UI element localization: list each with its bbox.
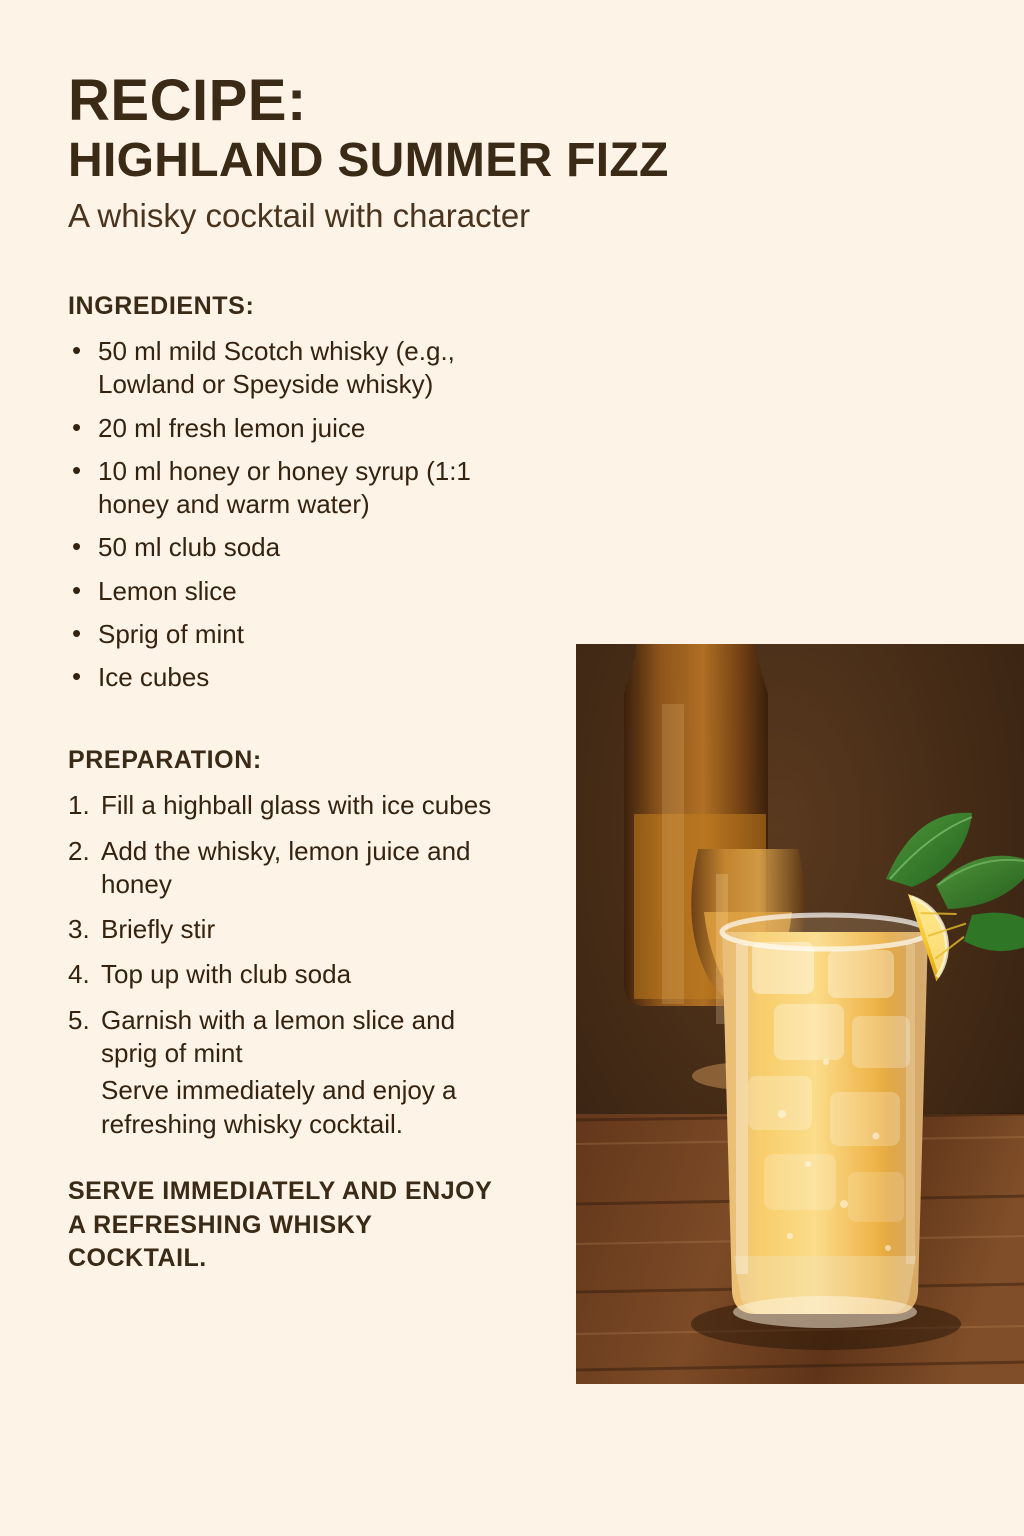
step-text: Garnish with a lemon slice and sprig of mint <box>101 1004 456 1068</box>
list-item: Fill a highball glass with ice cubes <box>101 790 492 821</box>
title-block <box>68 68 956 236</box>
list-item: • Sprig of mint <box>68 618 498 651</box>
preparation-section <box>68 746 498 1140</box>
list-item <box>68 1004 498 1141</box>
list-item: • 20 ml fresh lemon juice <box>68 412 498 445</box>
footer-line-2: A REFRESHING WHISKY COCKTAIL. <box>68 1210 372 1273</box>
page-title: RECIPE: <box>68 68 307 133</box>
footer-line-1: SERVE IMMEDIATELY AND ENJOY <box>68 1176 493 1205</box>
ingredients-section <box>68 292 498 694</box>
list-item: Add the whisky, lemon juice and honey <box>101 835 471 899</box>
list-item: Briefly stir <box>101 914 216 945</box>
subtitle: A whisky cocktail with character <box>68 197 531 235</box>
list-item: • Lemon slice <box>68 575 498 608</box>
ingredients-heading: INGREDIENTS: <box>68 291 255 320</box>
preparation-list <box>68 789 498 1140</box>
closing-note: Serve immediately and enjoy a refreshing whisky cocktail. <box>101 1075 457 1139</box>
content-area <box>68 292 956 1276</box>
left-column <box>68 292 498 1276</box>
ingredients-list <box>68 335 498 694</box>
preparation-heading: PREPARATION: <box>68 746 262 775</box>
list-item: • 10 ml honey or honey syrup (1:1 honey and warm water) <box>68 455 498 522</box>
list-item: Top up with club soda <box>101 959 352 990</box>
recipe-name: HIGHLAND SUMMER FIZZ <box>68 134 669 187</box>
footer-callout <box>68 1175 498 1276</box>
list-item: • 50 ml club soda <box>68 531 498 564</box>
list-item: • Ice cubes <box>68 661 498 694</box>
cocktail-photo <box>576 644 1024 1384</box>
list-item: • 50 ml mild Scotch whisky (e.g., Lowland or Speyside whisky) <box>68 335 493 402</box>
